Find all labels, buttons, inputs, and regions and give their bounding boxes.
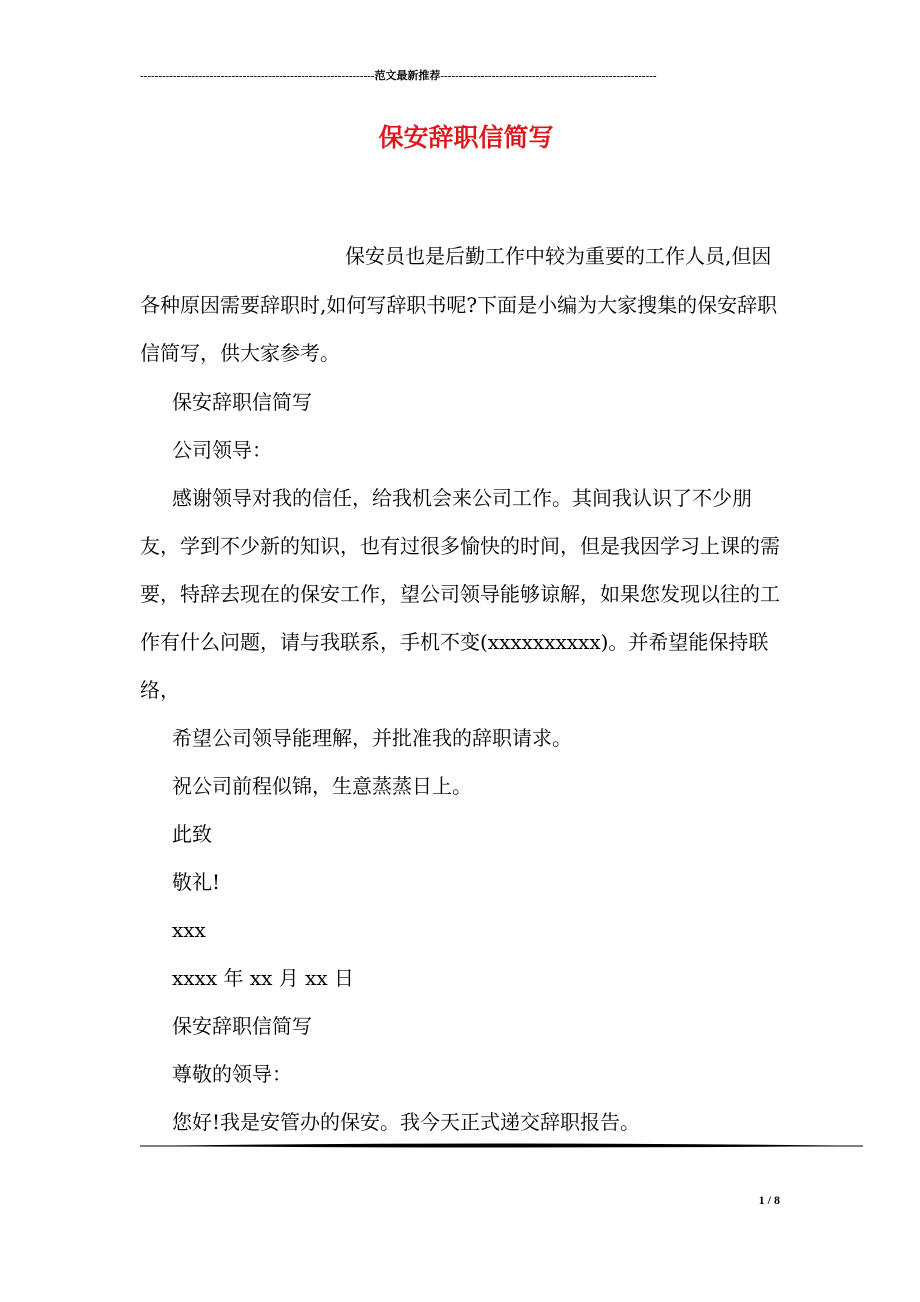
letter-paragraph: 感谢领导对我的信任，给我机会来公司工作。其间我认识了不少朋友，学到不少新的知识，也有过很多愉快的时间，但是我因学习上课的需要，特辞去现在的保安工作，望公司领导能够谅解，如果您发现以往的工作有什么问题，请与我联系，手机不变(xxxxxxxxxx)。并希望能保持联络，	[140, 485, 780, 702]
page-header: ----------------------------------------------------------------范文最新推荐-----------------------------------------------------------	[140, 70, 657, 82]
letter-paragraph: 希望公司领导能理解，并批准我的辞职请求。	[172, 725, 572, 750]
letter-heading: 保安辞职信简写	[172, 1013, 312, 1038]
document-body	[140, 232, 788, 1146]
letter-salutation: 公司领导：	[172, 437, 272, 462]
page-number: 1 / 8	[758, 1193, 780, 1207]
document-title: 保安辞职信简写	[378, 123, 554, 152]
letter-closing: 敬礼!	[172, 869, 221, 894]
footer-divider	[140, 1137, 863, 1155]
intro-paragraph: 保安员也是后勤工作中较为重要的工作人员,但因各种原因需要辞职时,如何写辞职书呢?下面是小编为大家搜集的保安辞职信简写，供大家参考。	[140, 244, 778, 365]
letter-signature: xxx	[172, 917, 206, 942]
letter-paragraph: 您好!我是安管办的保安。我今天正式递交辞职报告。	[172, 1109, 641, 1134]
letter-salutation: 尊敬的领导：	[172, 1061, 292, 1086]
letter-date: xxxx 年 xx 月 xx 日	[172, 965, 355, 990]
letter-heading: 保安辞职信简写	[172, 389, 312, 414]
letter-closing: 此致	[172, 821, 212, 846]
letter-paragraph: 祝公司前程似锦，生意蒸蒸日上。	[172, 773, 472, 798]
